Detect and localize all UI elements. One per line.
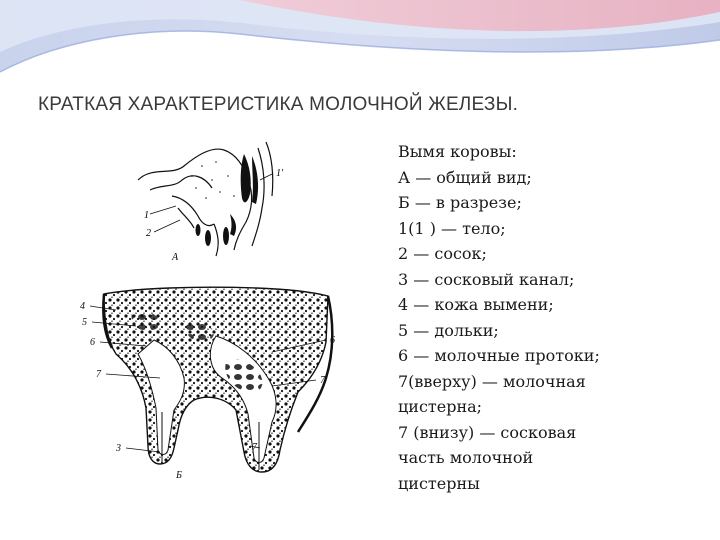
fig-b-label-7-left: 7 (96, 369, 101, 380)
udder-cross-section-figure (76, 282, 356, 490)
caption-line: цистерны (398, 473, 480, 493)
caption-line: 1(1 ) — тело; (398, 218, 506, 238)
header-banner (0, 0, 720, 90)
caption-line: Б — в разрезе; (398, 193, 522, 212)
caption-line: 3 — сосковый канал; (398, 269, 575, 289)
caption-line: 7 (внизу) — сосковая (398, 422, 577, 442)
fig-b-label-6-left: 6 (90, 337, 95, 348)
caption-line: 5 — дольки; (398, 320, 499, 340)
caption-line: 4 — кожа вымени; (398, 295, 554, 314)
fig-a-label-1-prime: 1' (276, 168, 284, 179)
fig-b-label-4: 4 (80, 301, 85, 312)
fig-b-label-7-right: 7 (320, 375, 325, 386)
caption-line: А — общий вид; (398, 167, 532, 187)
fig-a-label-1: 1 (144, 210, 149, 221)
slide-title: КРАТКАЯ ХАРАКТЕРИСТИКА МОЛОЧНОЙ ЖЕЛЕЗЫ. (38, 94, 519, 115)
fig-a-letter: А (172, 252, 179, 263)
caption-line: 6 — молочные протоки; (398, 346, 600, 365)
fig-b-label-7-bottom: 7 (252, 442, 257, 453)
figure-caption (398, 139, 698, 496)
caption-line: Вымя коровы: (398, 142, 517, 161)
fig-a-label-2: 2 (146, 228, 151, 239)
caption-line: часть молочной (398, 448, 534, 467)
caption-line: 7(вверху) — молочная (398, 371, 586, 391)
caption-line: цистерна; (398, 397, 483, 416)
fig-b-label-3: 3 (116, 443, 121, 454)
fig-b-label-6-right: 6 (330, 335, 335, 346)
fig-b-letter: Б (176, 470, 182, 481)
fig-b-label-5: 5 (82, 317, 87, 328)
caption-line: 2 — сосок; (398, 244, 487, 263)
udder-general-view-figure (132, 136, 292, 264)
